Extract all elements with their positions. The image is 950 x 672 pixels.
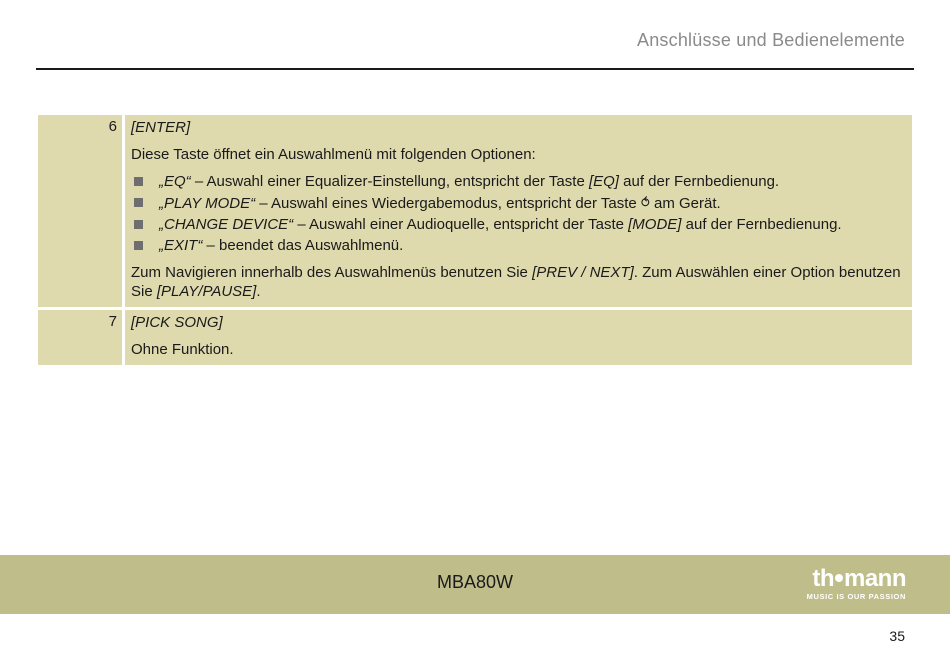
option-text: – Auswahl einer Audioquelle, entspricht der Taste [293, 216, 629, 233]
footer-band [0, 555, 950, 614]
row-description [125, 115, 912, 307]
logo-dot-icon [835, 574, 843, 582]
option-text: am Gerät. [649, 195, 721, 212]
nav-text: Zum Navigieren innerhalb des Auswahlmenüs benutzen Sie [131, 264, 533, 281]
option-name: „EXIT“ [159, 237, 203, 254]
key-name: [ENTER] [131, 119, 191, 136]
nav-key: [PLAY/PAUSE] [156, 283, 257, 300]
option-text: – beendet das Auswahlmenü. [202, 237, 404, 254]
repeat-icon: ⥀ [640, 195, 650, 210]
list-item [131, 193, 904, 213]
option-text: – Auswahl einer Equalizer-Einstellung, entspricht der Taste [190, 173, 589, 190]
nav-text: . Zum Auswählen einer Option benutzen Sie [131, 264, 901, 300]
header-divider [36, 68, 914, 70]
description-intro: Diese Taste öffnet ein Auswahlmenü mit folgenden Optionen: [131, 146, 536, 163]
option-name: „PLAY MODE“ [159, 195, 256, 212]
list-item [131, 236, 904, 255]
square-bullet-icon [134, 198, 143, 207]
option-list [131, 172, 904, 255]
option-key: [EQ] [588, 173, 619, 190]
key-name: [PICK SONG] [131, 314, 223, 331]
option-text: auf der Fernbedienung. [618, 173, 780, 190]
option-key: [MODE] [628, 216, 682, 233]
description-text: Ohne Funktion. [131, 341, 234, 358]
nav-text: . [256, 283, 261, 300]
logo-text-right: mann [843, 565, 906, 592]
list-item [131, 215, 904, 234]
square-bullet-icon [134, 220, 143, 229]
table-row [38, 115, 912, 307]
option-name: „EQ“ [159, 173, 191, 190]
page-number: 35 [889, 628, 905, 644]
row-description [125, 310, 912, 365]
logo-text-left: th [812, 565, 834, 592]
option-text: auf der Fernbedienung. [681, 216, 842, 233]
nav-key: [PREV / NEXT] [532, 264, 634, 281]
thomann-logo [807, 567, 906, 601]
navigation-note [131, 263, 904, 301]
model-name: MBA80W [436, 572, 514, 592]
page-header-title: Anschlüsse und Bedienelemente [637, 30, 905, 50]
logo-tagline: MUSIC IS OUR PASSION [806, 592, 906, 601]
option-name: „CHANGE DEVICE“ [159, 216, 294, 233]
option-text: – Auswahl eines Wiedergabemodus, entspricht der Taste [255, 195, 641, 212]
controls-table [38, 115, 912, 365]
list-item [131, 172, 904, 191]
row-number: 7 [38, 310, 122, 365]
square-bullet-icon [134, 241, 143, 250]
square-bullet-icon [134, 177, 143, 186]
row-number: 6 [38, 115, 122, 307]
table-row [38, 310, 912, 365]
